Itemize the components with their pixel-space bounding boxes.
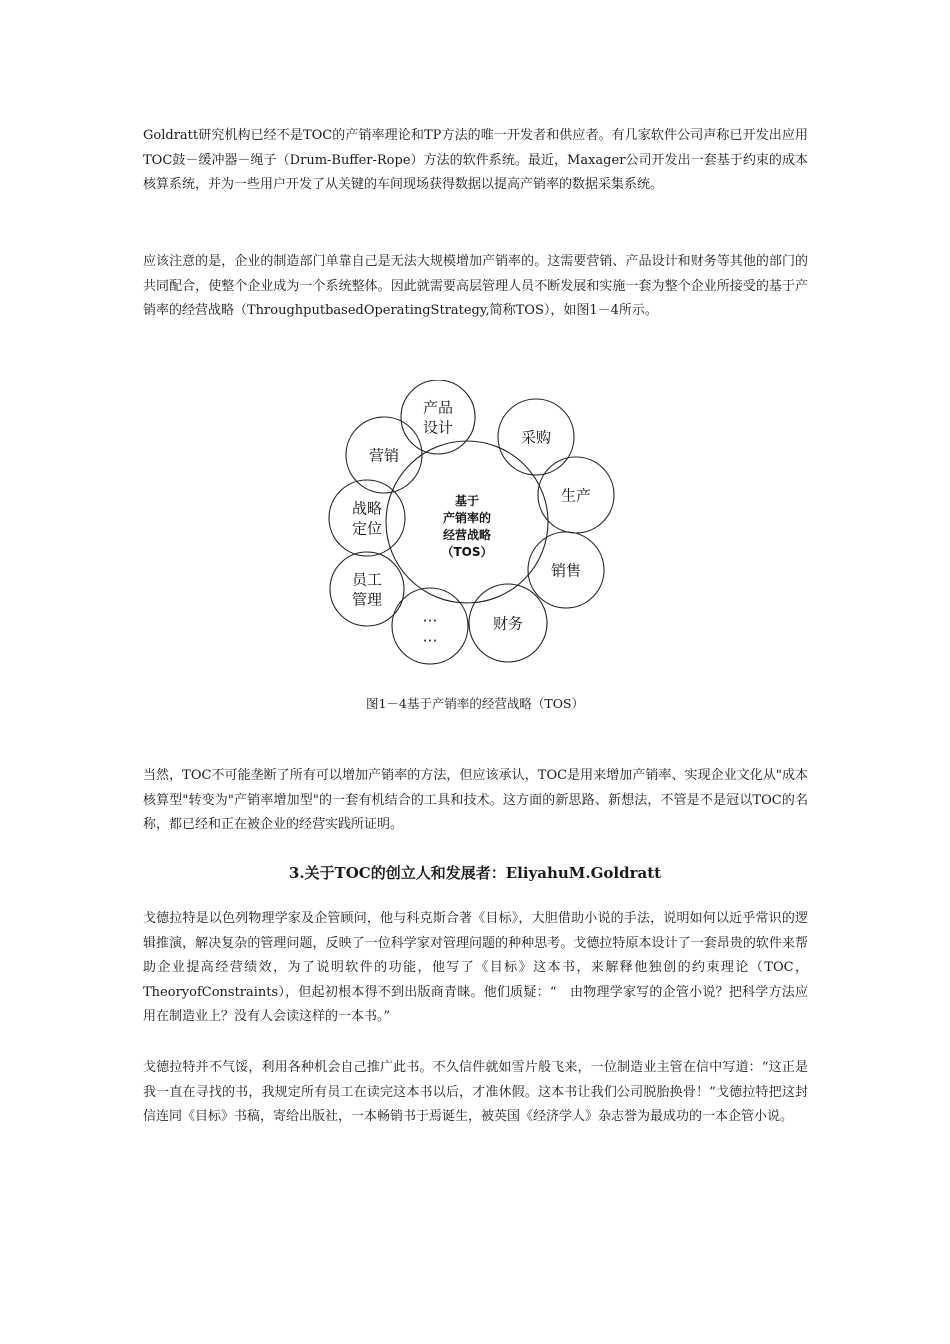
department-label: 管理 [351,590,383,609]
department-label: 战略 [351,499,383,518]
toc-note-paragraph: 当然，TOC不可能垄断了所有可以增加产销率的方法，但应该承认，TOC是用来增加产销率、实现企业文化从"成本核算型"转变为"产销率增加型"的一套有机结合的工具和技术。这方面的新思路、新想法，不管是不是冠以TOC的名称，都已经和正在被企业的经营实践所证明。 [143,768,808,832]
department-label: 财务 [492,614,524,633]
department-circle [392,588,468,664]
department-label: 销售 [550,561,582,580]
department-label: 采购 [520,428,552,447]
department-circle [401,380,475,454]
department-label: 生产 [560,486,592,505]
goldratt-book-paragraph: 戈德拉特并不气馁，利用各种机会自己推广此书。不久信件就如雪片般飞来，一位制造业主管在信中写道：“这正是我一直在寻找的书，我规定所有员工在读完这本书以后，才准休假。这本书让我们公司脱胎换骨！”戈德拉特把这封信连同《目标》书稿，寄给出版社，一本畅销书于焉诞生，被英国《经济学人》杂志誉为最成功的一本企管小说。 [143,1060,808,1124]
department-label: 设计 [422,418,454,437]
intro-paragraph: Goldratt研究机构已经不是TOC的产销率理论和TP方法的唯一开发者和供应者。有几家软件公司声称已开发出应用TOC鼓－缓冲器－绳子（Drum-Buffer-Rope）方法的软件系统。最近，Maxager公司开发出一套基于约束的成本核算系统，并为一些用户开发了从关键的车间现场获得数据以提高产销率的数据采集系统。 [143,128,808,192]
tos-center-label: 产销率的 [442,510,492,525]
tos-paragraph: 应该注意的是，企业的制造部门单靠自己是无法大规模增加产销率的。这需要营销、产品设计和财务等其他的部门的共同配合，使整个企业成为一个系统整体。因此就需要高层管理人员不断发展和实施一套为整个企业所接受的基于产销率的经营战略（ThroughputbasedOperatingStrategy,简称TOS），如图1－4所示。 [143,254,808,318]
department-label: 产品 [422,398,454,417]
department-label: 员工 [351,570,383,589]
tos-diagram [320,380,620,670]
department-label: 定位 [351,519,383,538]
tos-center-label: 经营战略 [442,527,492,542]
department-label: … [422,607,438,626]
section-heading: 3.关于TOC的创立人和发展者：EliyahuM.Goldratt [288,864,662,882]
department-label: 营销 [368,446,400,465]
goldratt-bio-paragraph: 戈德拉特是以色列物理学家及企管顾问，他与科克斯合著《目标》，大胆借助小说的手法，说明如何以近乎常识的逻辑推演，解决复杂的管理问题，反映了一位科学家对管理问题的种种思考。戈德拉特原本设计了一套昂贵的软件来帮助企业提高经营绩效，为了说明软件的功能，他写了《目标》这本书，来解释他独创的约束理论（TOC，TheoryofConstraints），但起初根本得不到出版商青睐。他们质疑：“ 由物理学家写的企管小说？把科学方法应用在制造业上？没有人会读这样的一本书。” [143,911,808,1024]
tos-center-label: （TOS） [441,544,493,559]
tos-center-label: 基于 [454,493,480,508]
department-label: … [422,627,438,646]
department-circle [330,552,404,626]
figure-caption: 图1－4基于产销率的经营战略（TOS） [365,696,585,711]
